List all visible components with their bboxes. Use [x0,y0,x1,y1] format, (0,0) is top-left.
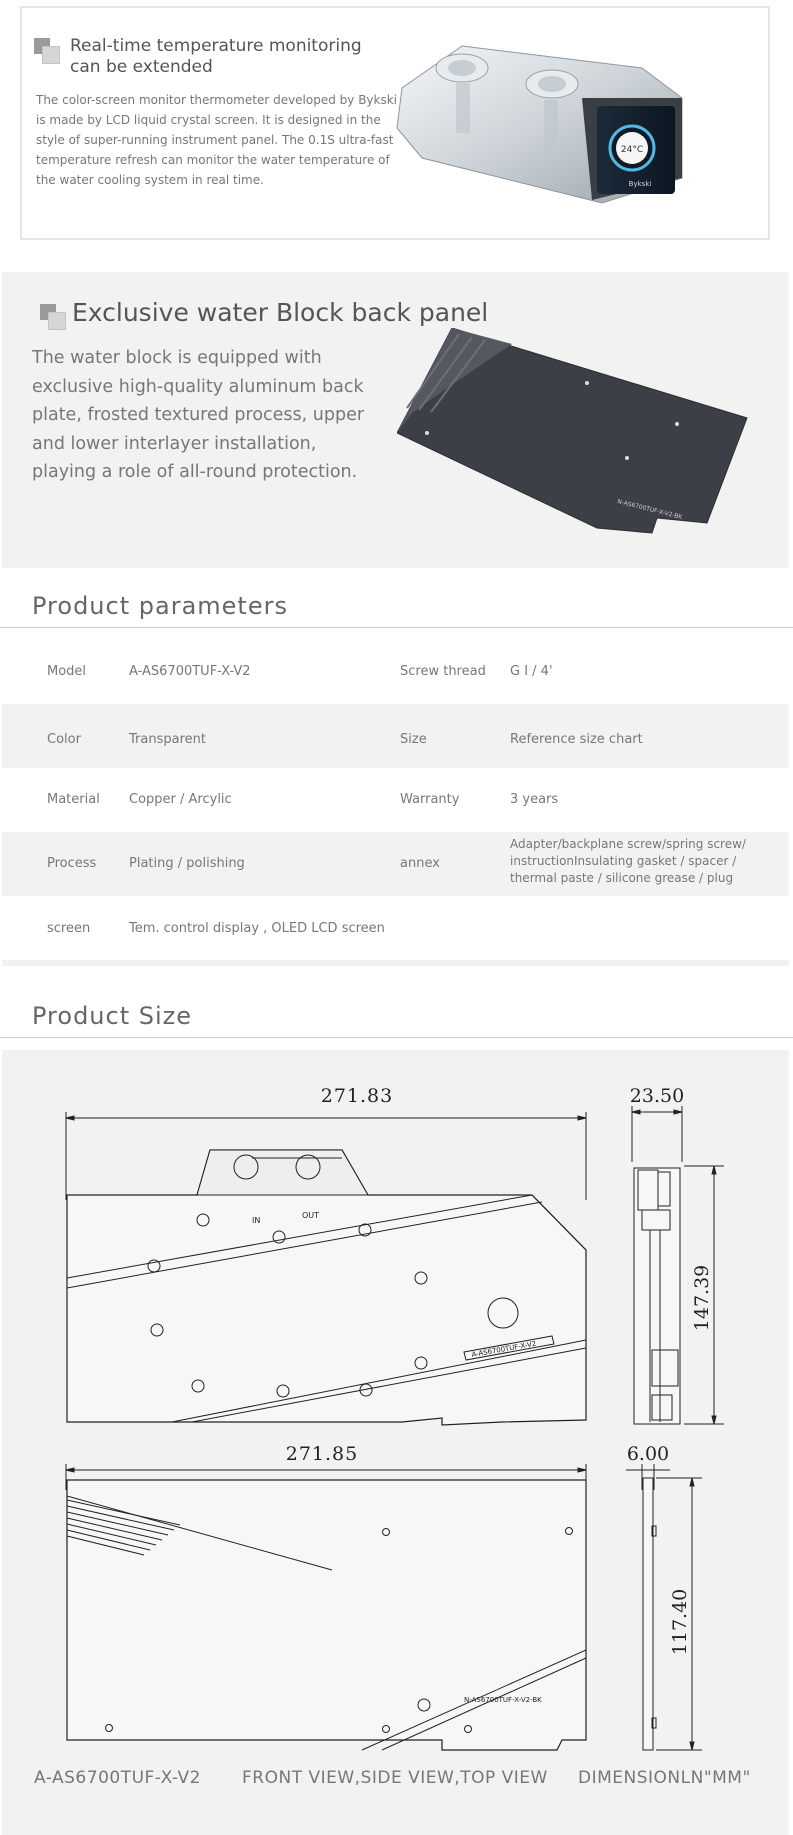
table-row [2,896,789,960]
section-body: The water block is equipped with exclusive high-quality aluminum back plate, frosted textured process, upper and lower interlayer installation, playing a role of all-round protection. [32,348,365,482]
table-row [2,704,789,768]
param-key: Warranty [400,792,460,807]
back-height-dimension: 117.40 [669,1588,691,1656]
backplate-label: N-AS6700TUF-X-V2-BK [616,498,683,522]
front-model-label: A-AS6700TUF-X-V2 [470,1339,537,1359]
param-value: A-AS6700TUF-X-V2 [129,664,251,679]
port-out-label: OUT [302,1211,320,1220]
param-value: Reference size chart [510,732,643,747]
caption-model: A-AS6700TUF-X-V2 [34,1768,201,1788]
back-width-dimension: 271.85 [285,1443,359,1465]
divider [0,1037,793,1038]
table-row [2,768,789,832]
water-block-thermometer-image [392,28,772,228]
back-model-label: N-AS6700TUF-X-V2-BK [464,1696,542,1704]
param-key: Process [47,856,97,871]
squares-icon [40,304,66,330]
caption-views: FRONT VIEW,SIDE VIEW,TOP VIEW [242,1768,548,1788]
param-key: Screw thread [400,664,486,679]
back-side-thickness: 6.00 [626,1443,670,1465]
backplate-image [397,328,757,538]
param-value: Adapter/backplane screw/spring screw/ instructionInsulating gasket / spacer / thermal paste / silicone grease / plug [510,837,746,885]
dimension-drawing-panel [2,1050,789,1835]
front-side-thickness: 23.50 [629,1085,685,1107]
param-value: G I / 4' [510,664,553,679]
section-title: Real-time temperature monitoring can be extended [70,36,362,77]
temperature-monitor-section [20,6,770,240]
screen-brand: Bykski [628,180,652,188]
parameters-table [2,640,789,966]
section-body: The color-screen monitor thermometer developed by Bykski is made by LCD liquid crystal screen. It is designed in the style of super-running instrument panel. The 0.1S ultra-fast temperature refresh can monitor the water temperature of the water cooling system in real time. [36,93,398,187]
section-title: Exclusive water Block back panel [72,298,489,327]
param-key: annex [400,856,440,871]
product-size-heading: Product Size [32,1002,193,1030]
screen-temperature: 24°C [620,145,644,155]
divider [0,627,793,628]
param-key: Model [47,664,87,679]
front-height-dimension: 147.39 [691,1264,713,1332]
dimension-drawing [2,1050,789,1835]
squares-icon [34,38,60,64]
param-value: Transparent [129,732,206,747]
param-value: Tem. control display , OLED LCD screen [129,921,385,936]
back-panel-section [2,272,789,568]
param-value: 3 years [510,792,559,807]
param-key: Color [47,732,81,747]
param-key: Material [47,792,100,807]
front-width-dimension: 271.83 [320,1085,394,1107]
parameters-heading: Product parameters [32,592,288,620]
table-row [2,640,789,704]
param-value: Copper / Arcylic [129,792,232,807]
param-key: screen [47,921,91,936]
table-row [2,832,789,896]
port-in-label: IN [252,1216,261,1225]
param-value: Plating / polishing [129,856,245,871]
param-key: Size [400,732,427,747]
caption-units: DIMENSIONLN"MM" [578,1768,751,1788]
